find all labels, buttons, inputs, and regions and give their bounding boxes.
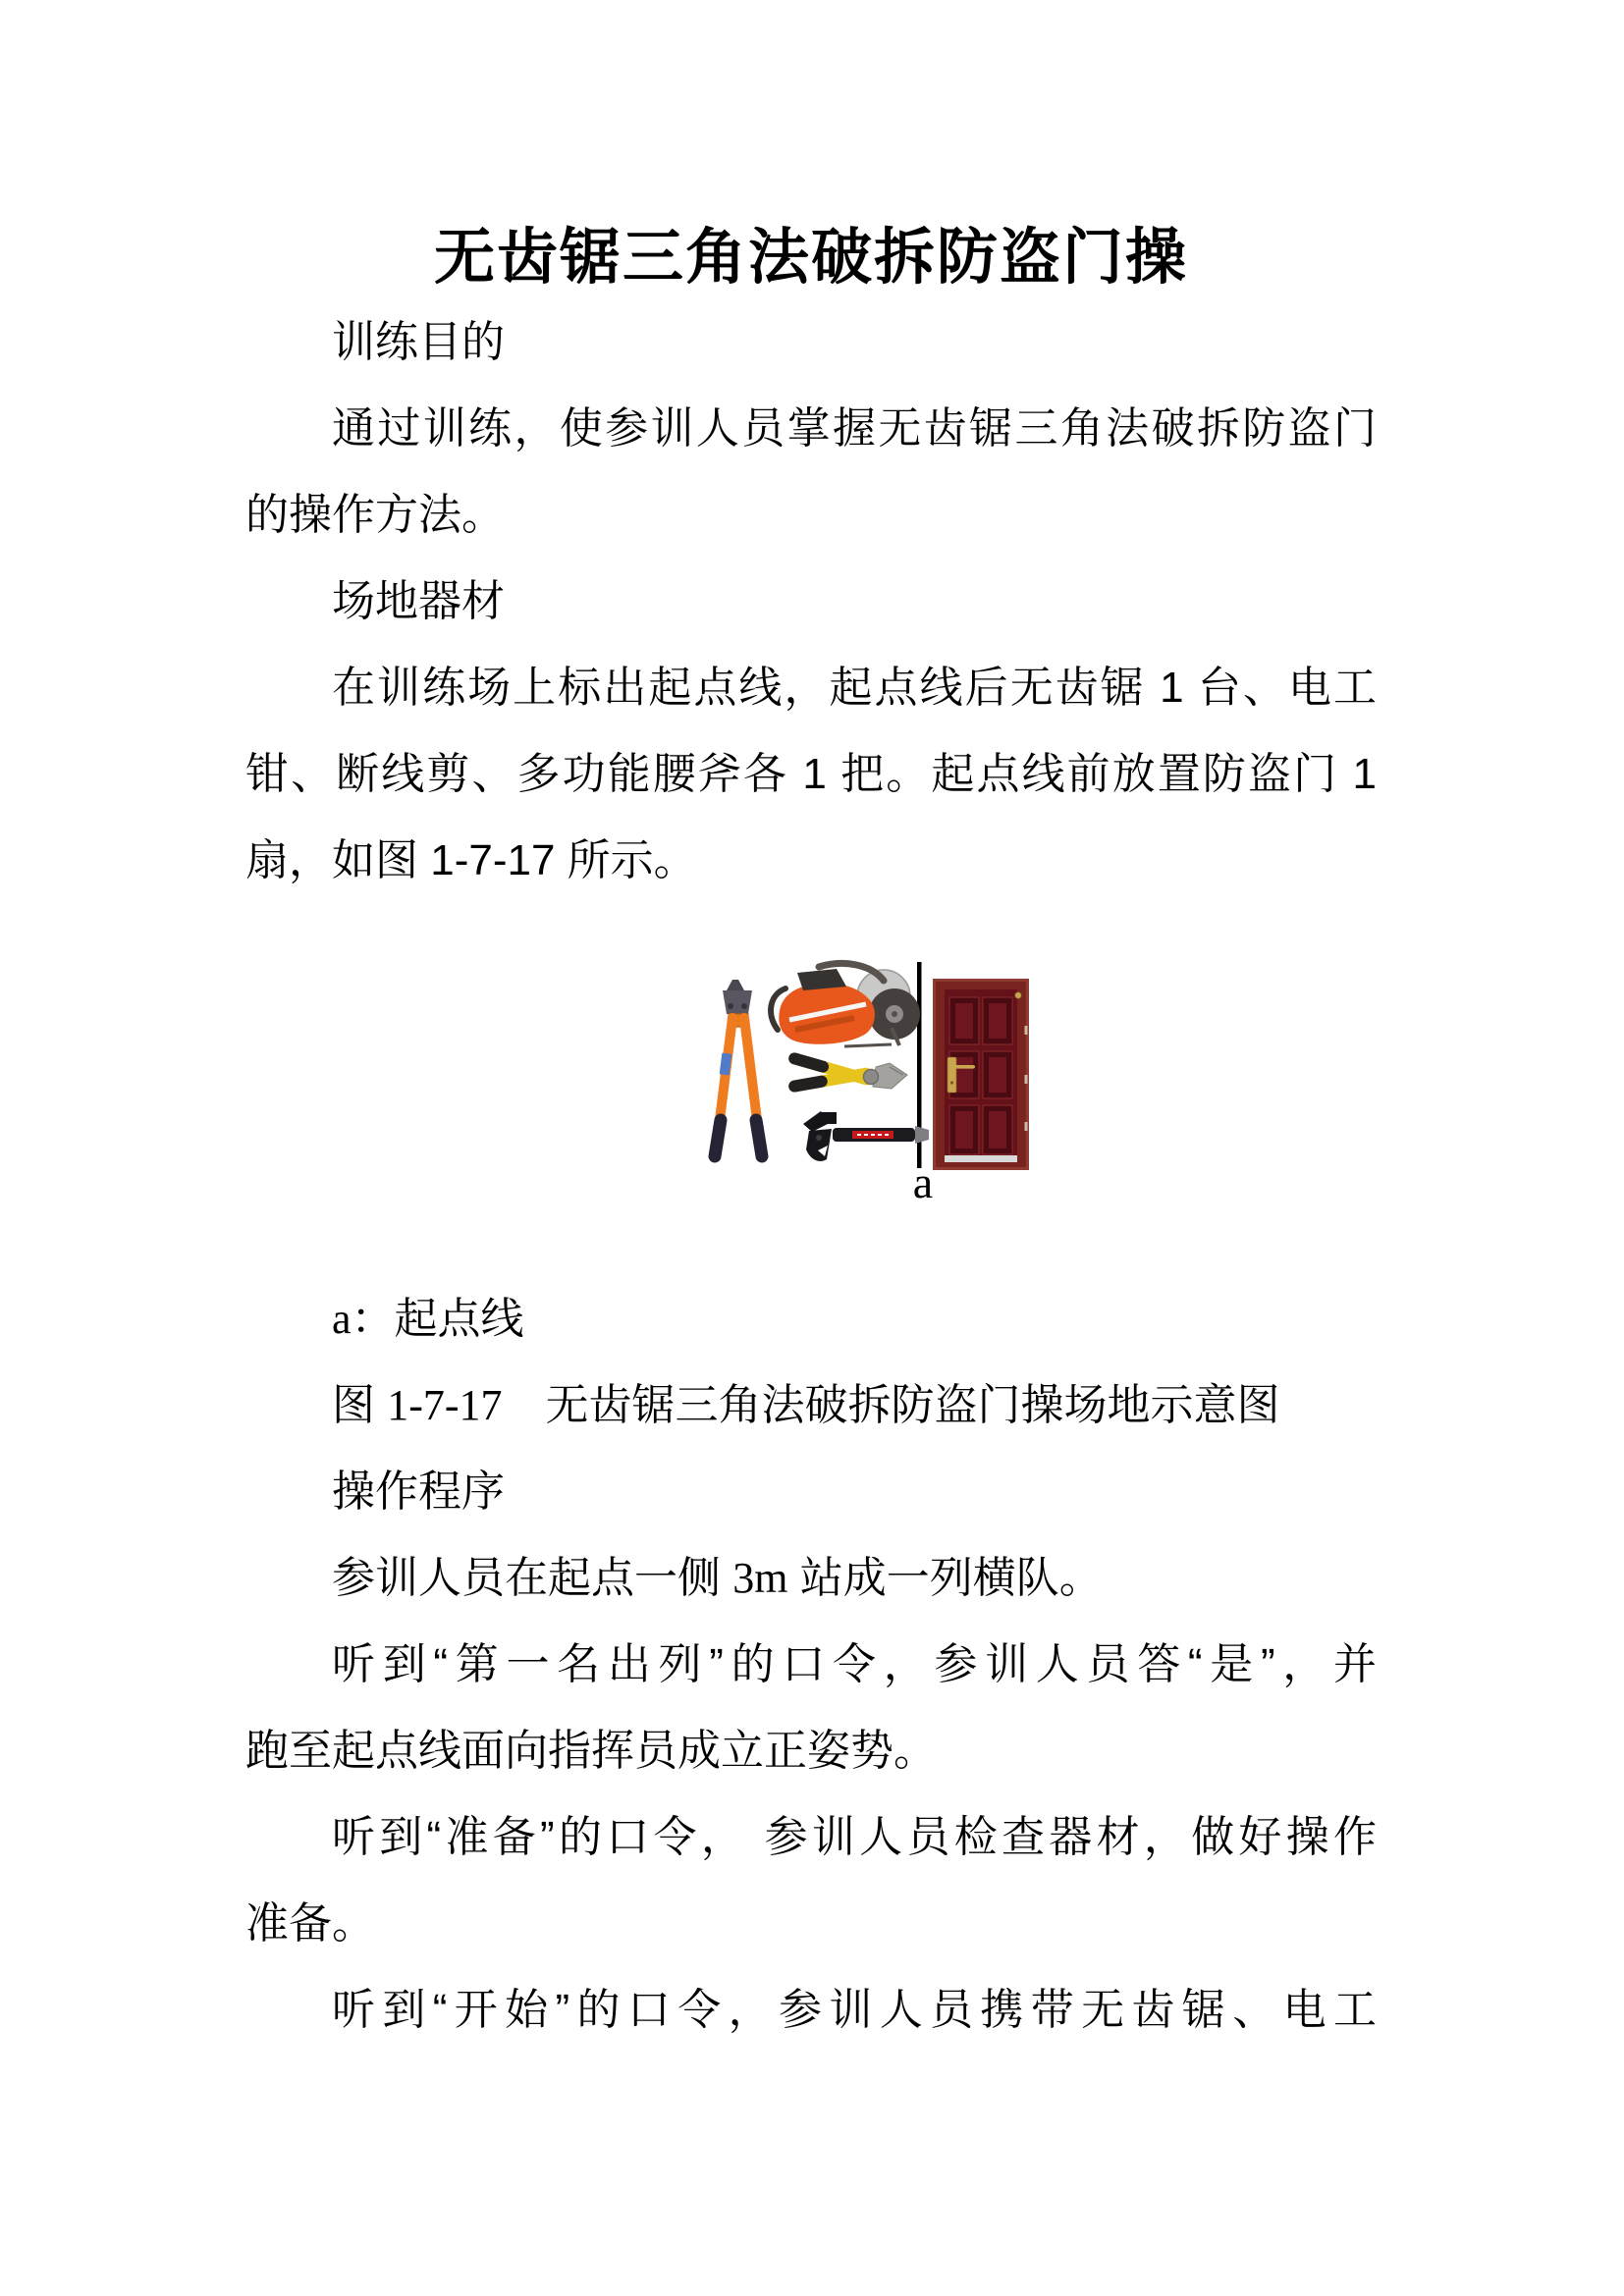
document-title: 无齿锯三角法破拆防盗门操 (433, 224, 1188, 292)
formation-distance: 3m (732, 1554, 788, 1602)
formation-text-pre: 参训人员在起点一侧 (332, 1554, 733, 1602)
purpose-paragraph-line-2: 的操作方法。 (245, 491, 505, 539)
heading-operating-procedure: 操作程序 (332, 1468, 505, 1516)
pliers-image (787, 1051, 907, 1094)
heading-training-purpose: 训练目的 (332, 318, 505, 366)
figure-illustration (697, 957, 1041, 1198)
figure-caption-prefix: 图 (332, 1381, 388, 1429)
bolt-cutter-image (715, 980, 762, 1156)
security-door-image (933, 979, 1029, 1170)
figure-1-7-17 (697, 957, 1041, 1198)
equipment-paragraph-line-2: 钳、断线剪、多功能腰斧各 1 把。起点线前放置防盗门 1 (245, 750, 1377, 798)
cutoff-saw-image (771, 963, 920, 1046)
procedure-command1-line-2: 跑至起点线面向指挥员成立正姿势。 (245, 1727, 937, 1775)
figure-caption-text: 无齿锯三角法破拆防盗门操场地示意图 (502, 1381, 1280, 1429)
figure-start-line-label: a (912, 1157, 934, 1207)
figure-legend-text: ：起点线 (351, 1295, 524, 1343)
figure-caption-number: 1-7-17 (387, 1381, 503, 1429)
procedure-command3-line-1: 听到“开始”的口令，参训人员携带无齿锯、电工 (332, 1986, 1377, 2034)
procedure-command1-line-1: 听到“第一名出列”的口令，参训人员答“是”，并 (332, 1640, 1377, 1688)
figure-legend-letter: a (332, 1295, 352, 1343)
figure-caption (245, 1362, 1377, 1449)
heading-site-equipment: 场地器材 (332, 577, 505, 625)
purpose-paragraph-line-1: 通过训练，使参训人员掌握无齿锯三角法破拆防盗门 (332, 404, 1377, 453)
equipment-paragraph-line-1: 在训练场上标出起点线，起点线后无齿锯 1 台、电工 (332, 664, 1377, 712)
procedure-formation-line (245, 1535, 1377, 1622)
figure-legend (245, 1276, 1377, 1362)
axe-image (803, 1111, 929, 1161)
formation-text-post: 站成一列横队。 (787, 1554, 1103, 1602)
equipment-paragraph-line-3: 扇，如图 1-7-17 所示。 (245, 836, 697, 884)
procedure-command2-line-2: 准备。 (245, 1899, 375, 1948)
door-peephole (1015, 992, 1022, 999)
procedure-command2-line-1: 听到“准备”的口令， 参训人员检查器材，做好操作 (332, 1813, 1377, 1861)
